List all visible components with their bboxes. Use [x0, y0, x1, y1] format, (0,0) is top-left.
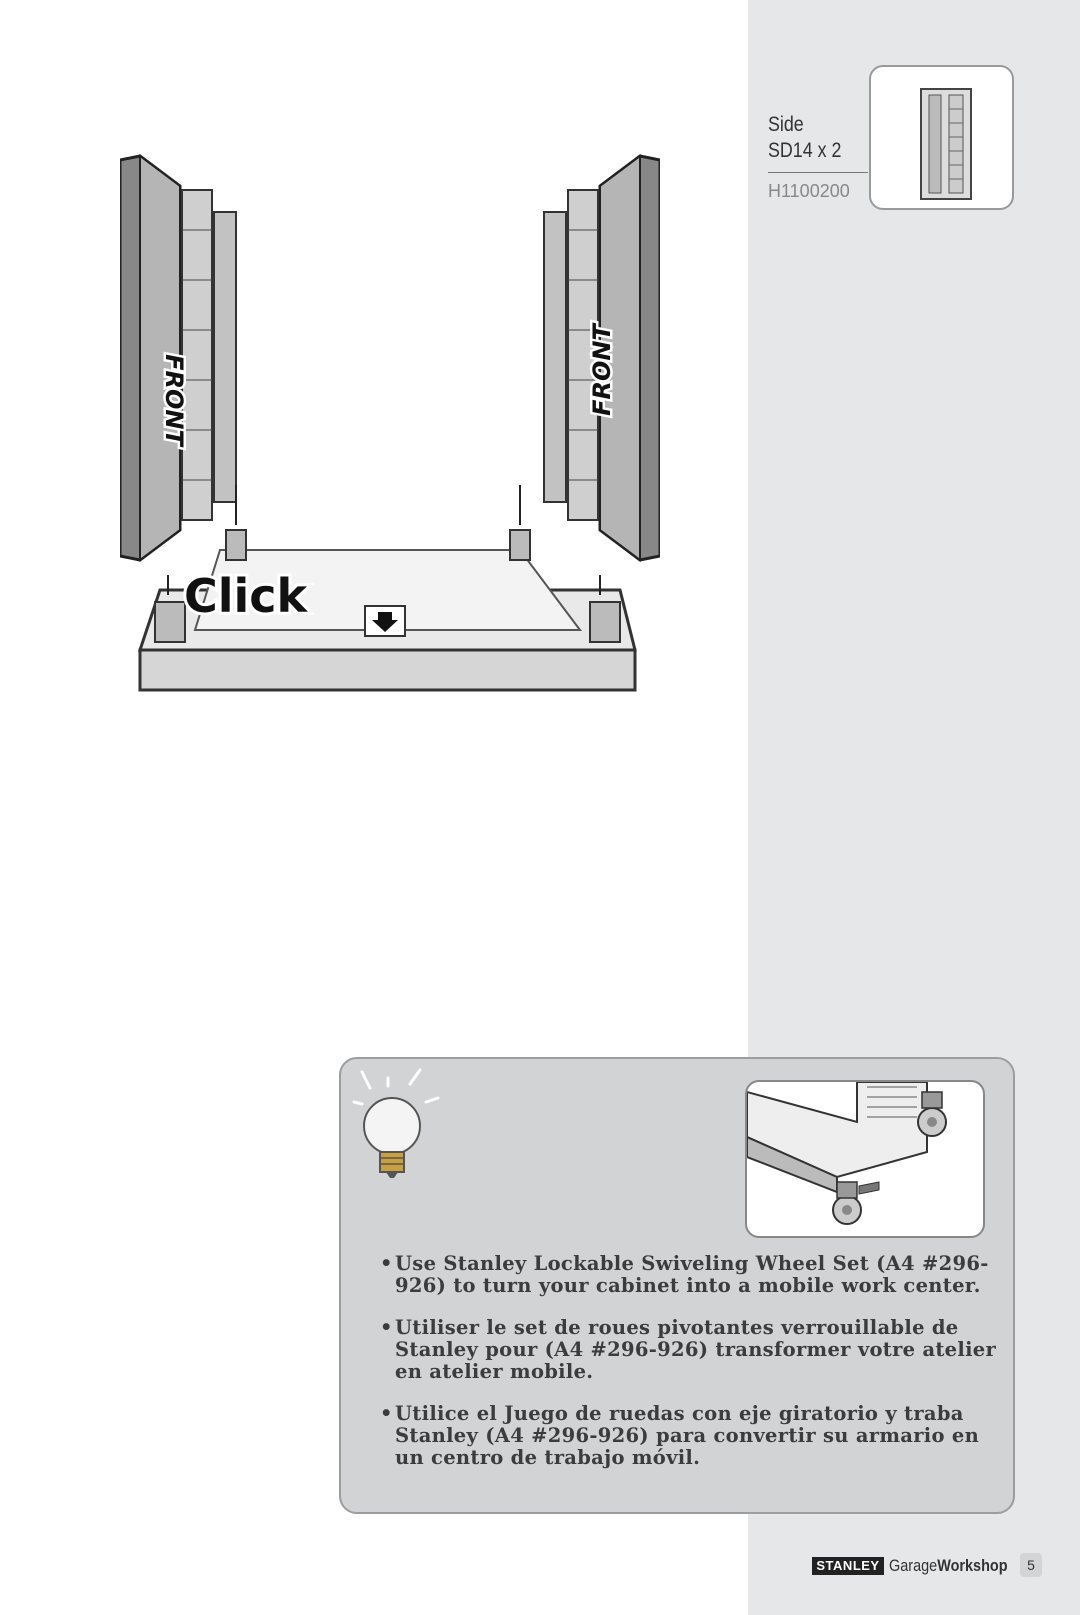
assembly-illustration — [120, 150, 660, 720]
part-name: Side — [768, 113, 804, 136]
lightbulb-icon — [350, 1060, 460, 1185]
click-label: Click — [184, 569, 308, 623]
tip-english — [380, 1253, 1010, 1297]
part-quantity: SD14 x 2 — [768, 139, 842, 162]
page-number: 5 — [1020, 1553, 1042, 1577]
side-panel-thumbnail — [869, 65, 1014, 210]
tip-text: Utiliser le set de roues pivotantes verrouillable de Stanley pour (A4 #296-926) transformer votre atelier en atelier mobile. — [395, 1316, 997, 1383]
bullet: • — [380, 1316, 393, 1339]
tip-text: Use Stanley Lockable Swiveling Wheel Set (A4 #296-926) to turn your cabinet into a mobile work center. — [395, 1252, 989, 1297]
tip-spanish — [380, 1403, 1010, 1469]
stanley-logo: STANLEY — [812, 1557, 884, 1575]
footer-brand — [889, 1556, 1008, 1576]
brand-light: Garage — [889, 1556, 938, 1575]
left-front-label: FRONT — [160, 354, 188, 446]
tips-list — [380, 1253, 1010, 1489]
tip-french — [380, 1317, 1010, 1383]
part-divider — [768, 172, 868, 173]
brand-bold: Workshop — [937, 1556, 1008, 1575]
part-code: H1100200 — [768, 181, 850, 201]
wheel-set-illustration — [745, 1080, 985, 1238]
tip-text: Utilice el Juego de ruedas con eje giratorio y traba Stanley (A4 #296-926) para convertir su armario en un centro de trabajo móvil. — [395, 1402, 980, 1469]
bullet: • — [380, 1252, 393, 1275]
bullet: • — [380, 1402, 393, 1425]
right-front-label: FRONT — [588, 324, 616, 416]
part-label — [768, 112, 853, 164]
